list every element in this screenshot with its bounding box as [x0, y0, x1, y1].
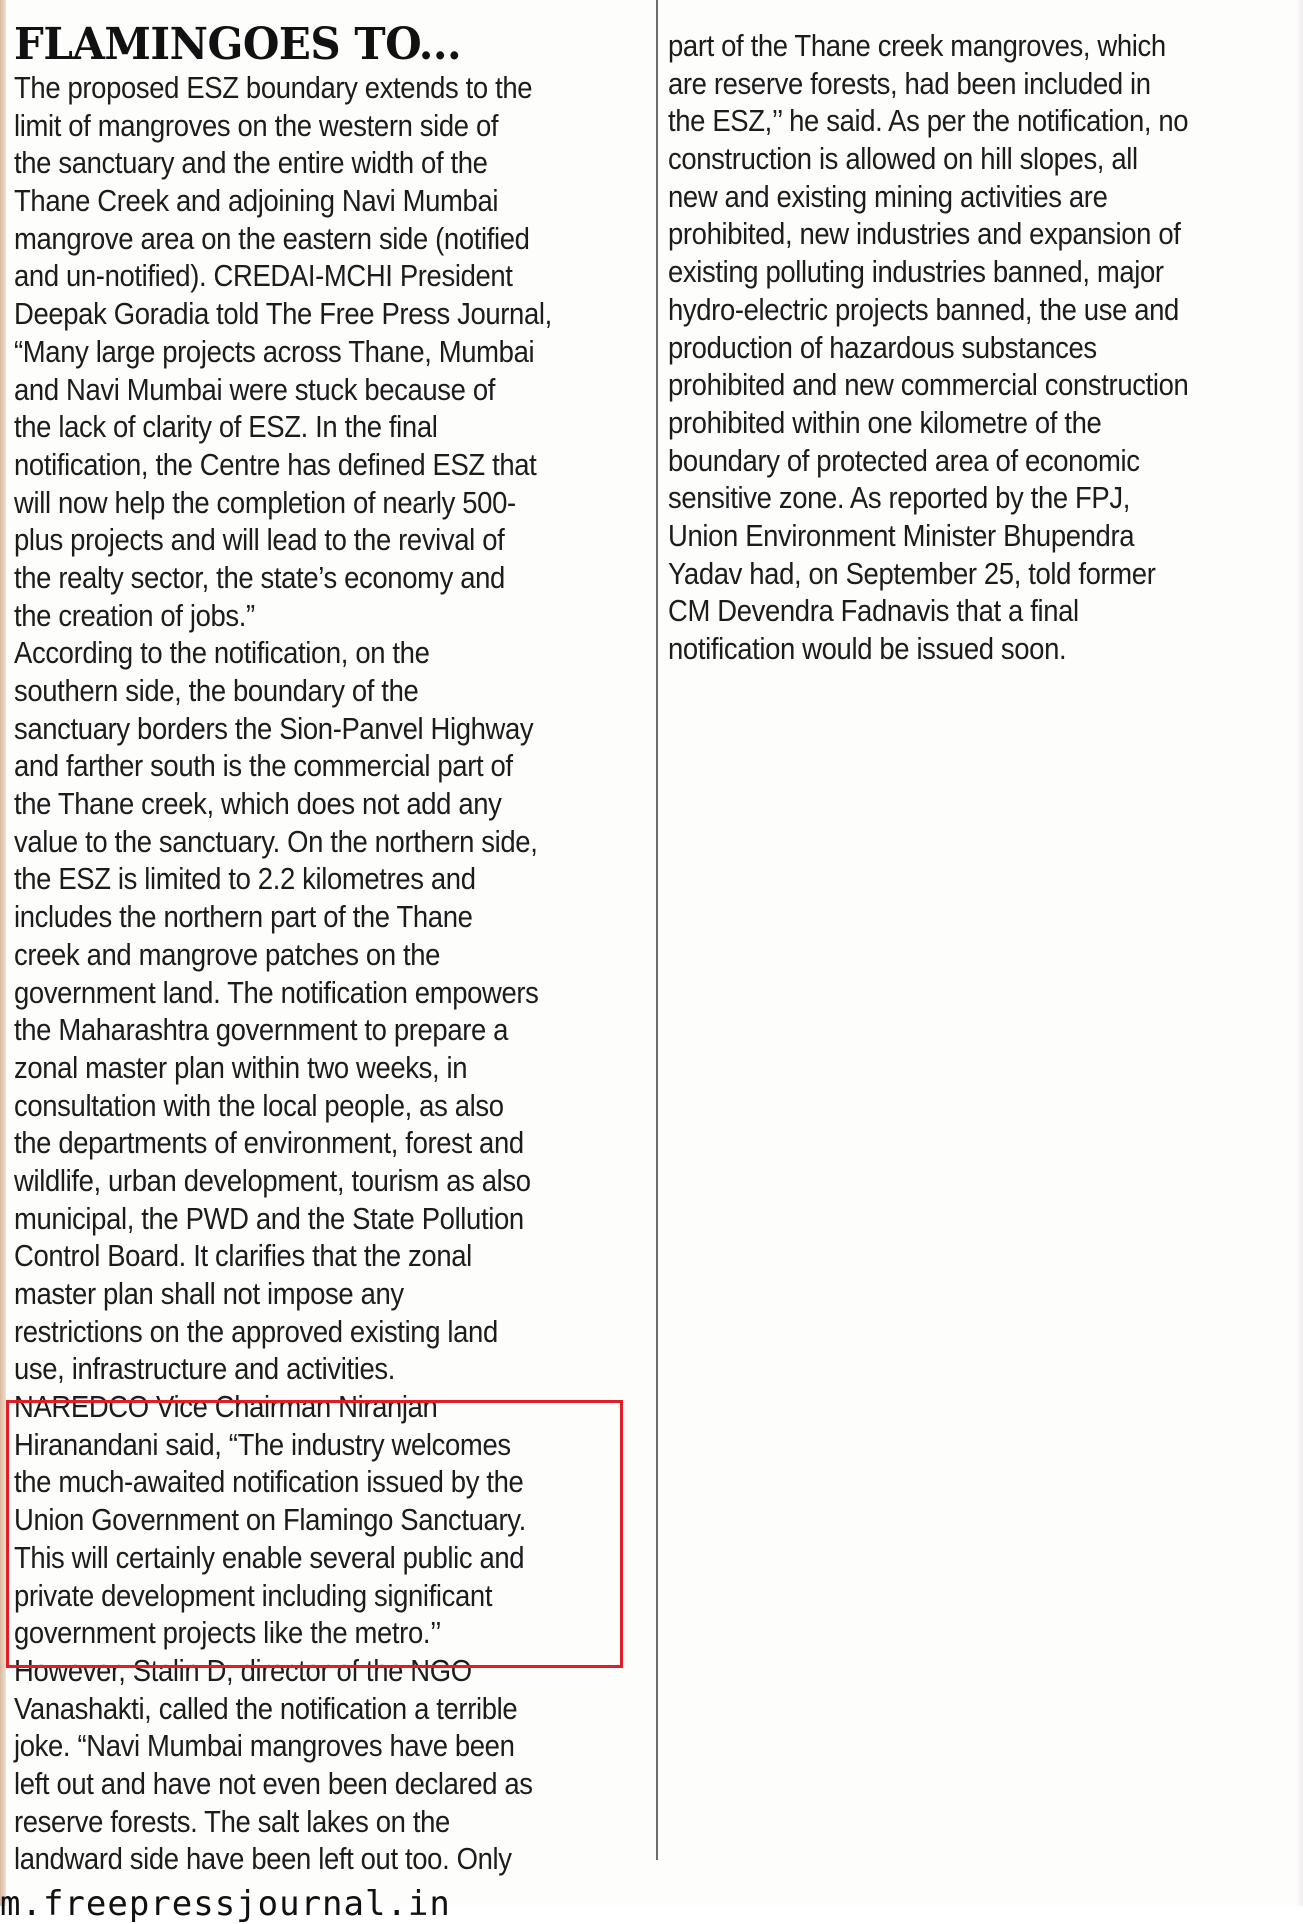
- left-column-line: left out and have not even been declared as: [14, 1766, 533, 1801]
- left-column-line: value to the sanctuary. On the northern side,: [14, 824, 538, 859]
- left-column-line: the Thane creek, which does not add any: [14, 787, 502, 822]
- left-column-line: creek and mangrove patches on the: [14, 937, 441, 972]
- left-column-line: Vanashakti, called the notification a terrible: [14, 1691, 518, 1726]
- page-left-edge: [0, 0, 6, 1906]
- left-column-line: government projects like the metro.’’: [14, 1616, 442, 1651]
- right-column-line: prohibited and new commercial construction: [668, 368, 1189, 403]
- right-column-line: existing polluting industries banned, major: [668, 255, 1164, 290]
- right-column-line: construction is allowed on hill slopes, all: [668, 142, 1138, 177]
- left-column-line: notification, the Centre has defined ESZ that: [14, 447, 537, 482]
- left-column-line: consultation with the local people, as also: [14, 1088, 504, 1123]
- left-column-line: and un-notified). CREDAI-MCHI President: [14, 259, 513, 294]
- column-divider: [656, 0, 658, 1860]
- left-column-line: plus projects and will lead to the revival of: [14, 523, 505, 558]
- left-column-line: southern side, the boundary of the: [14, 674, 419, 708]
- left-column-line: use, infrastructure and activities.: [14, 1352, 396, 1387]
- right-column-line: boundary of protected area of economic: [668, 443, 1140, 478]
- left-column-line: the Maharashtra government to prepare a: [14, 1013, 509, 1048]
- right-column-line: new and existing mining activities are: [668, 179, 1108, 214]
- left-column-line: mangrove area on the eastern side (notified: [14, 221, 530, 256]
- right-column-line: the ESZ,’’ he said. As per the notification, no: [668, 104, 1189, 139]
- left-column-line: limit of mangroves on the western side of: [14, 108, 499, 143]
- right-column-line: are reserve forests, had been included in: [668, 66, 1151, 101]
- right-column-line: production of hazardous substances: [668, 330, 1097, 365]
- right-column-line: sensitive zone. As reported by the FPJ,: [668, 481, 1131, 516]
- left-column-line: the much-awaited notification issued by the: [14, 1465, 524, 1500]
- right-column-line: Union Environment Minister Bhupendra: [668, 518, 1135, 553]
- left-column-line: “Many large projects across Thane, Mumbai: [14, 334, 535, 369]
- left-column-line: restrictions on the approved existing land: [14, 1314, 498, 1349]
- left-column-line: includes the northern part of the Thane: [14, 900, 473, 935]
- right-column-line: part of the Thane creek mangroves, which: [668, 29, 1166, 63]
- right-column-line: Yadav had, on September 25, told former: [668, 556, 1156, 591]
- left-column-line: government land. The notification empowers: [14, 975, 539, 1010]
- left-column-line: zonal master plan within two weeks, in: [14, 1050, 468, 1085]
- right-column-line: prohibited, new industries and expansion of: [668, 217, 1181, 252]
- left-column-line: the ESZ is limited to 2.2 kilometres and: [14, 862, 476, 897]
- right-column-line: CM Devendra Fadnavis that a final: [668, 594, 1079, 629]
- left-column-line: sanctuary borders the Sion-Panvel Highway: [14, 711, 534, 746]
- left-column-line: NAREDCO Vice Chairman Niranjan: [14, 1390, 438, 1425]
- right-column-line: notification would be issued soon.: [668, 632, 1067, 666]
- left-column-line: municipal, the PWD and the State Pollution: [14, 1201, 524, 1236]
- left-column-line: master plan shall not impose any: [14, 1277, 404, 1311]
- left-column-line: Control Board. It clarifies that the zonal: [14, 1239, 472, 1274]
- left-column-body: [14, 70, 626, 1879]
- left-column-line: Thane Creek and adjoining Navi Mumbai: [14, 184, 499, 219]
- left-column-line: the sanctuary and the entire width of the: [14, 146, 488, 181]
- left-column-line: the creation of jobs.”: [14, 598, 255, 633]
- left-column-line: and farther south is the commercial part of: [14, 749, 513, 784]
- footer-url: m.freepressjournal.in: [0, 1884, 451, 1924]
- page-right-edge: [1295, 0, 1303, 1906]
- left-column-line: will now help the completion of nearly 500-: [14, 485, 516, 520]
- left-column-line: However, Stalin D, director of the NGO: [14, 1653, 472, 1688]
- left-column-line: landward side have been left out too. Only: [14, 1842, 512, 1877]
- left-column-line: reserve forests. The salt lakes on the: [14, 1804, 450, 1839]
- right-column: [668, 0, 1288, 669]
- article-headline: FLAMINGOES TO...: [14, 17, 462, 70]
- left-column-line: Hiranandani said, “The industry welcomes: [14, 1427, 511, 1462]
- left-column-line: The proposed ESZ boundary extends to the: [14, 71, 533, 105]
- left-column-line: the lack of clarity of ESZ. In the final: [14, 410, 438, 445]
- left-column-line: This will certainly enable several public and: [14, 1540, 525, 1575]
- right-column-line: hydro-electric projects banned, the use and: [668, 292, 1179, 327]
- left-column-line: the realty sector, the state’s economy and: [14, 560, 505, 595]
- left-column-line: the departments of environment, forest and: [14, 1126, 524, 1161]
- left-column-line: joke. “Navi Mumbai mangroves have been: [14, 1729, 515, 1764]
- left-column-line: Union Government on Flamingo Sanctuary.: [14, 1503, 526, 1538]
- left-column-line: and Navi Mumbai were stuck because of: [14, 372, 496, 407]
- left-column-line: According to the notification, on the: [14, 636, 430, 671]
- left-column-line: private development including significant: [14, 1578, 493, 1613]
- left-column-line: Deepak Goradia told The Free Press Journal,: [14, 297, 552, 332]
- right-column-line: prohibited within one kilometre of the: [668, 405, 1102, 440]
- left-column-line: wildlife, urban development, tourism as also: [14, 1163, 531, 1198]
- left-column: [14, 0, 626, 1879]
